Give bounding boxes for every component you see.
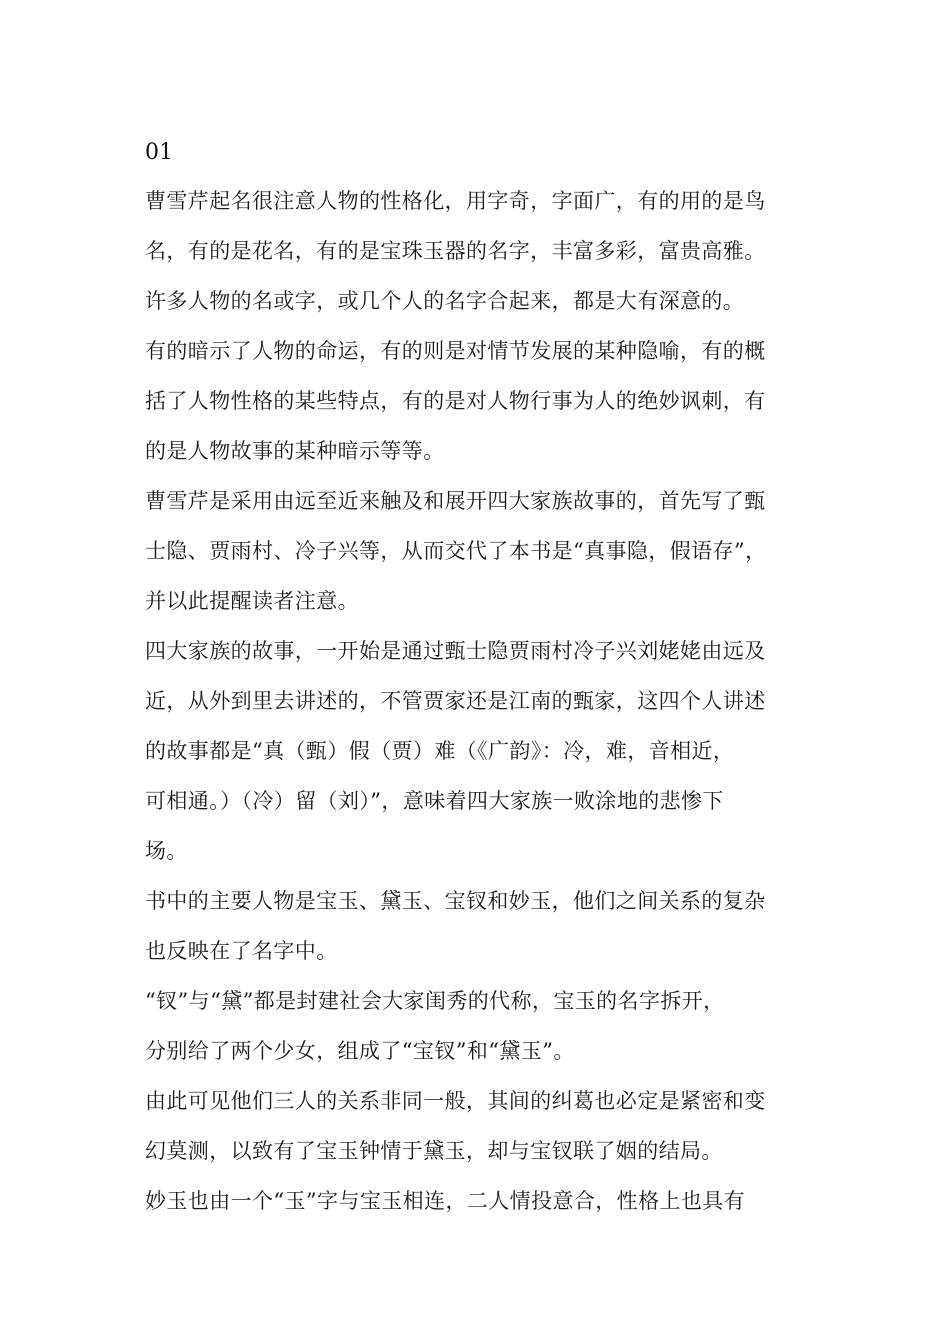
text-line-12: 的故事都是“真（甄）假（贾）难（《广韵》：冷，难，音相近， (145, 739, 735, 763)
text-line-3: 许多人物的名或字，或几个人的名字合起来，都是大有深意的。 (145, 289, 745, 313)
text-line-19: 由此可见他们三人的关系非同一般，其间的纠葛也必定是紧密和变 (145, 1089, 766, 1113)
text-line-5: 括了人物性格的某些特点，有的是对人物行事为人的绝妙讽刺，有 (145, 389, 766, 413)
text-line-14: 场。 (145, 839, 188, 863)
text-line-8: 士隐、贾雨村、冷子兴等，从而交代了本书是“真事隐，假语存”， (145, 539, 767, 563)
text-line-18: 分别给了两个少女，组成了“宝钗”和“黛玉”。 (145, 1039, 575, 1063)
text-line-13: 可相通。）（冷）留（刘）”，意味着四大家族一败涂地的悲惨下 (145, 789, 724, 813)
text-line-1: 曹雪芹起名很注意人物的性格化，用字奇，字面广，有的用的是鸟 (145, 189, 766, 213)
text-line-20: 幻莫测，以致有了宝玉钟情于黛玉，却与宝钗联了姻的结局。 (145, 1139, 723, 1163)
text-line-7: 曹雪芹是采用由远至近来触及和展开四大家族故事的，首先写了甄 (145, 489, 766, 513)
section-number: 01 (145, 140, 173, 165)
text-line-4: 有的暗示了人物的命运，有的则是对情节发展的某种隐喻，有的概 (145, 339, 766, 363)
text-line-11: 近，从外到里去讲述的，不管贾家还是江南的甄家，这四个人讲述 (145, 689, 766, 713)
text-line-2: 名，有的是花名，有的是宝珠玉器的名字，丰富多彩，富贵高雅。 (145, 239, 766, 263)
text-line-10: 四大家族的故事，一开始是通过甄士隐贾雨村冷子兴刘姥姥由远及 (145, 639, 766, 663)
text-line-17: “钗”与“黛”都是封建社会大家闺秀的代称，宝玉的名字拆开， (145, 989, 725, 1013)
text-line-15: 书中的主要人物是宝玉、黛玉、宝钗和妙玉，他们之间关系的复杂 (145, 889, 766, 913)
text-line-21: 妙玉也由一个“玉”字与宝玉相连，二人情投意合，性格上也具有 (145, 1189, 746, 1213)
text-line-16: 也反映在了名字中。 (145, 939, 338, 963)
text-line-6: 的是人物故事的某种暗示等等。 (145, 439, 445, 463)
text-line-9: 并以此提醒读者注意。 (145, 589, 359, 613)
